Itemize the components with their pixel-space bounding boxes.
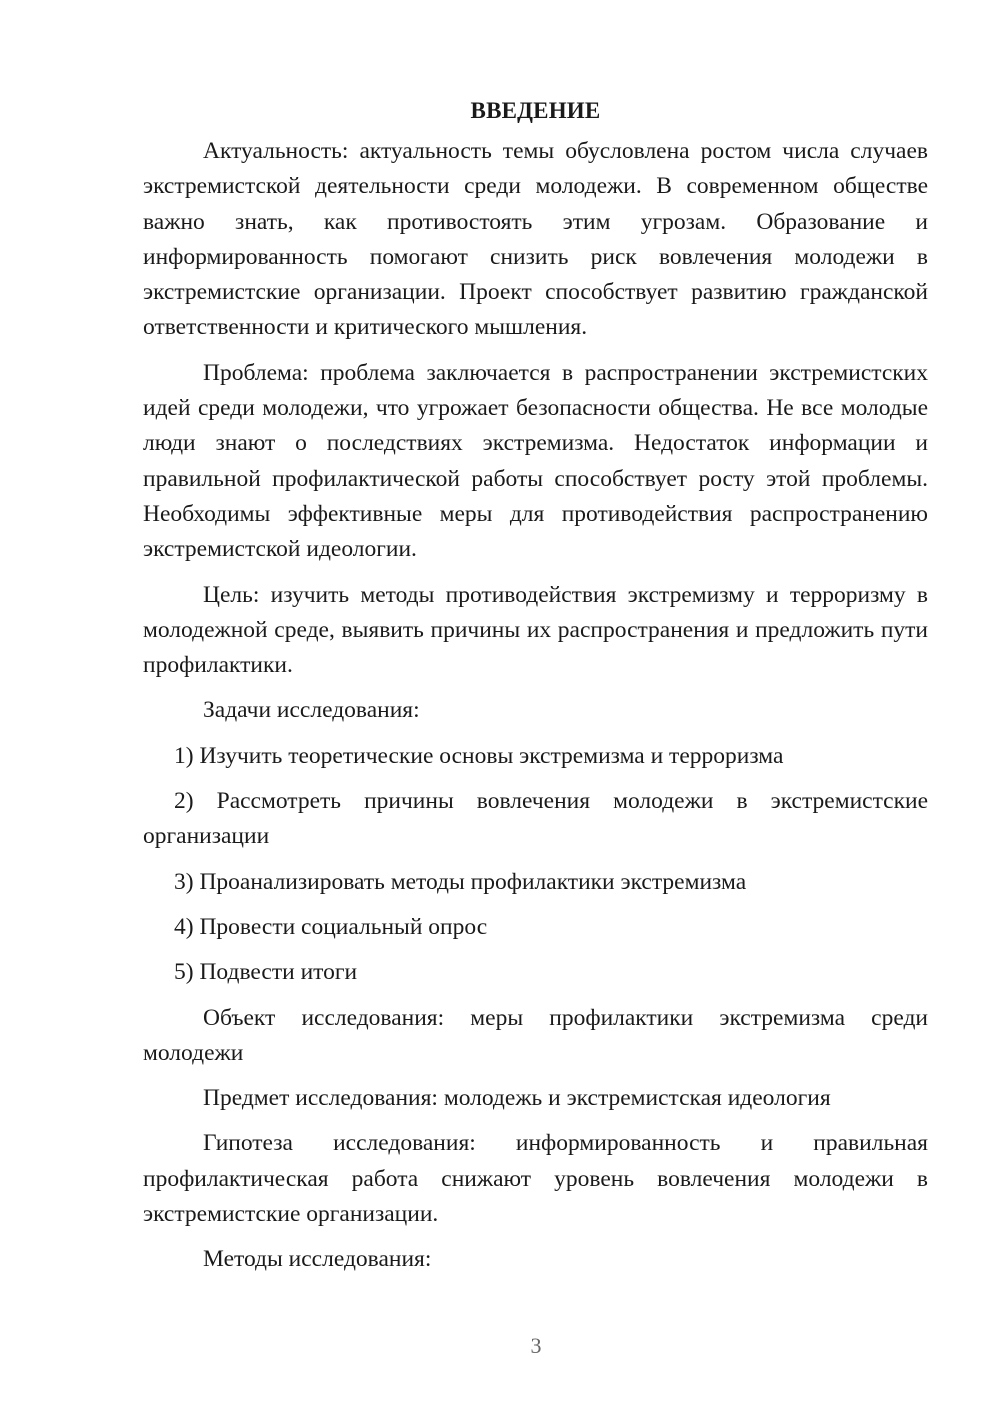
- page-content: [143, 94, 928, 1288]
- paragraph-hypothesis: Гипотеза исследования: информированность и правильная профилактическая работа снижают уровень вовлечения молодежи в экстремистские организации.: [143, 1130, 928, 1228]
- task-item-4: 4) Провести социальный опрос: [174, 913, 488, 940]
- paragraph-goal: Цель: изучить методы противодействия экстремизму и терроризму в молодежной среде, выявить причины их распространения и предложить пути профилактики.: [143, 581, 928, 679]
- task-item-5: 5) Подвести итоги: [174, 959, 358, 986]
- page-number: 3: [530, 1333, 542, 1358]
- task-item-1: 1) Изучить теоретические основы экстремизма и терроризма: [174, 742, 784, 769]
- paragraph-relevance: Актуальность: актуальность темы обусловлена ростом числа случаев экстремистской деятельности среди молодежи. В современном обществе важно знать, как противостоять этим угрозам. Образование и информированность помогают снизить риск вовлечения молодежи в экстремистские организации. Проект способствует развитию гражданской ответственности и критического мышления.: [143, 138, 928, 341]
- task-item-3: 3) Проанализировать методы профилактики экстремизма: [174, 868, 747, 895]
- page-title: ВВЕДЕНИЕ: [470, 98, 601, 123]
- paragraph-object: Объект исследования: меры профилактики экстремизма среди молодежи: [143, 1004, 928, 1066]
- paragraph-problem: Проблема: проблема заключается в распространении экстремистских идей среди молодежи, что угрожает безопасности общества. Не все молодые люди знают о последствиях экстремизма. Недостаток информации и правильной профилактической работы способствует росту этой проблемы. Необходимы эффективные меры для противодействия распространению экстремистской идеологии.: [143, 359, 928, 563]
- task-item-2: 2) Рассмотреть причины вовлечения молодежи в экстремистские организации: [143, 788, 928, 850]
- tasks-heading: Задачи исследования:: [203, 697, 420, 724]
- methods-heading: Методы исследования:: [203, 1246, 432, 1273]
- paragraph-subject: Предмет исследования: молодежь и экстремистская идеология: [203, 1085, 831, 1112]
